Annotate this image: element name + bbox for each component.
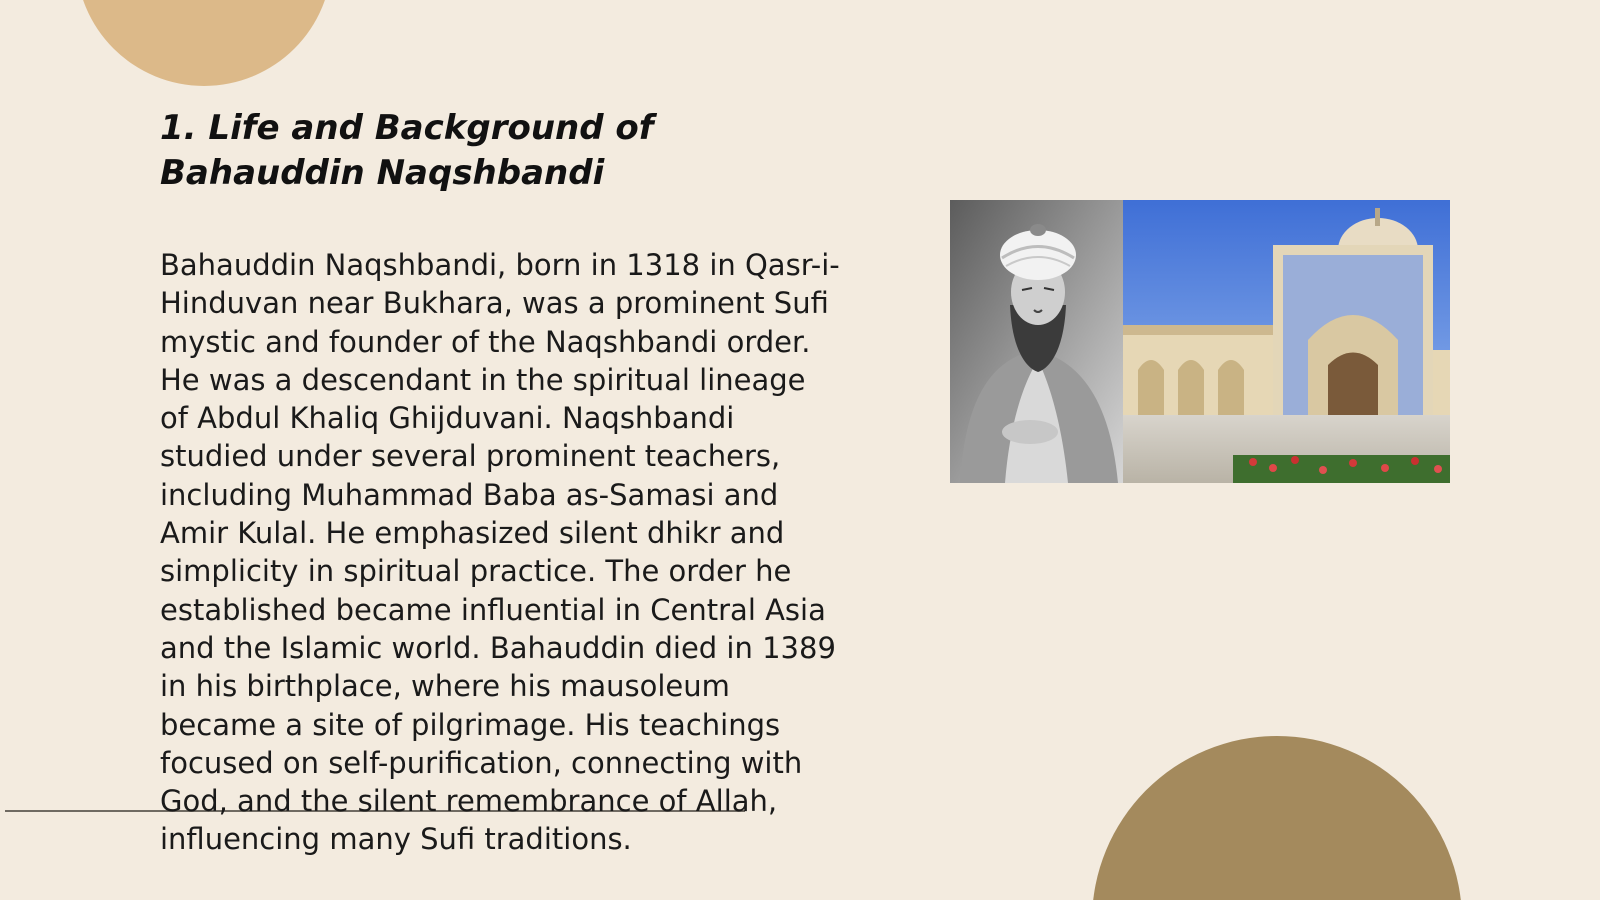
portrait-and-mausoleum-image — [950, 200, 1450, 483]
mausoleum-photo — [1123, 200, 1450, 483]
portrait-drawing — [950, 200, 1123, 483]
decorative-circle-top — [76, 0, 332, 86]
slide-body-text: Bahauddin Naqshbandi, born in 1318 in Qasr-i-Hinduvan near Bukhara, was a prominent Sufi mystic and founder of the Naqshbandi order. He was a descendant in the spiritual lineage of Abdul Khaliq Ghijduvani. Naqshbandi studied under several prominent teachers, including Muhammad Baba as-Samasi and Amir Kulal. He emphasized silent dhikr and simplicity in spiritual practice. The order he established became influential in Central Asia and the Islamic world. Bahauddin died in 1389 in his birthplace, where his mausoleum became a site of pilgrimage. His teachings focused on self-purification, connecting with God, and the silent remembrance of Allah, influencing many Sufi traditions. — [160, 248, 840, 857]
slide-title: 1. Life and Background of Bahauddin Naqshbandi — [160, 108, 654, 193]
decorative-circle-bottom — [1092, 736, 1462, 900]
